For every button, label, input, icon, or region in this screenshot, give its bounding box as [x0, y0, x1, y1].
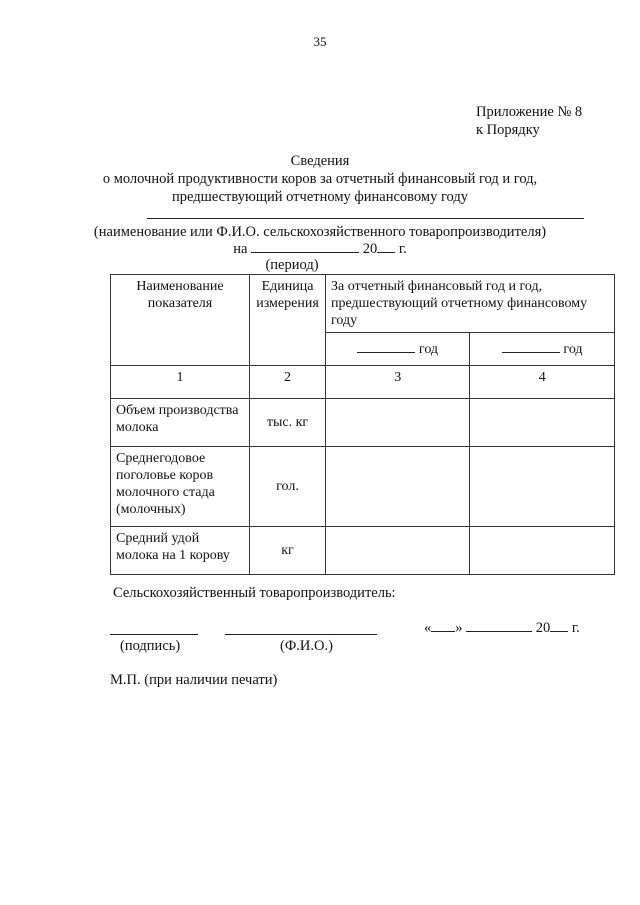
producer-label: Сельскохозяйственный товаропроизводитель: — [113, 585, 396, 601]
period-prefix: на — [233, 241, 248, 257]
row-value-cell[interactable] — [326, 399, 470, 447]
date-month-blank[interactable] — [466, 631, 532, 632]
page-number: 35 — [313, 34, 327, 49]
period-blank — [251, 252, 359, 253]
column-number: 3 — [326, 366, 470, 399]
column-number: 1 — [111, 366, 250, 399]
document-title — [0, 152, 640, 206]
appendix-line-1: Приложение № 8 — [476, 104, 583, 120]
organization-name-line — [147, 218, 584, 219]
column-number: 2 — [250, 366, 326, 399]
period-year-blank — [377, 252, 395, 253]
date-suffix: г. — [571, 620, 580, 636]
productivity-table — [110, 274, 615, 575]
year-2-label: год — [563, 341, 583, 357]
date-line — [424, 620, 580, 637]
organization-caption: (наименование или Ф.И.О. сельскохозяйственного товаропроизводителя) — [93, 224, 547, 240]
date-day-blank[interactable] — [431, 631, 455, 632]
header-year-1 — [326, 333, 470, 366]
header-year-2 — [470, 333, 615, 366]
signature-caption: (подпись) — [120, 638, 181, 654]
date-close-quote: » — [455, 620, 463, 636]
table-row — [111, 399, 615, 447]
stamp-note: М.П. (при наличии печати) — [110, 672, 278, 688]
row-value-cell[interactable] — [470, 399, 615, 447]
row-indicator: Объем производства молока — [111, 399, 250, 447]
column-number: 4 — [470, 366, 615, 399]
row-unit: кг — [250, 527, 326, 575]
table-row — [111, 447, 615, 527]
row-value-cell[interactable] — [326, 447, 470, 527]
name-line[interactable] — [225, 634, 377, 635]
period-line — [0, 241, 640, 258]
title-line-3: предшествующий отчетному финансовому году — [172, 189, 468, 205]
header-unit: Единица измерения — [250, 275, 326, 366]
appendix-line-2: к Порядку — [476, 122, 540, 138]
table-row — [111, 527, 615, 575]
row-value-cell[interactable] — [470, 447, 615, 527]
title-line-1: Сведения — [290, 153, 350, 169]
date-open-quote: « — [424, 620, 432, 636]
header-indicator: Наименование показателя — [111, 275, 250, 366]
header-period-span: За отчетный финансовый год и год, предшествующий отчетному финансовому году — [326, 275, 615, 333]
year-1-label: год — [418, 341, 439, 357]
period-suffix: г. — [398, 241, 407, 257]
row-unit: тыс. кг — [250, 399, 326, 447]
appendix-reference — [476, 103, 582, 139]
table-header-row — [111, 275, 615, 333]
row-unit: гол. — [250, 447, 326, 527]
column-numbers-row — [111, 366, 615, 399]
signature-line[interactable] — [110, 634, 198, 635]
date-year-blank[interactable] — [550, 631, 568, 632]
row-value-cell[interactable] — [326, 527, 470, 575]
row-value-cell[interactable] — [470, 527, 615, 575]
period-caption: (период) — [265, 257, 319, 273]
name-caption: (Ф.И.О.) — [280, 638, 333, 654]
row-indicator: Средний удой молока на 1 корову — [111, 527, 250, 575]
period-year-prefix: 20 — [362, 241, 378, 257]
year-2-blank — [502, 352, 560, 353]
date-year-prefix: 20 — [535, 620, 551, 636]
title-line-2: о молочной продуктивности коров за отчетный финансовый год и год, — [102, 171, 538, 187]
year-1-blank — [357, 352, 415, 353]
row-indicator: Среднегодовое поголовье коров молочного стада (молочных) — [111, 447, 250, 527]
